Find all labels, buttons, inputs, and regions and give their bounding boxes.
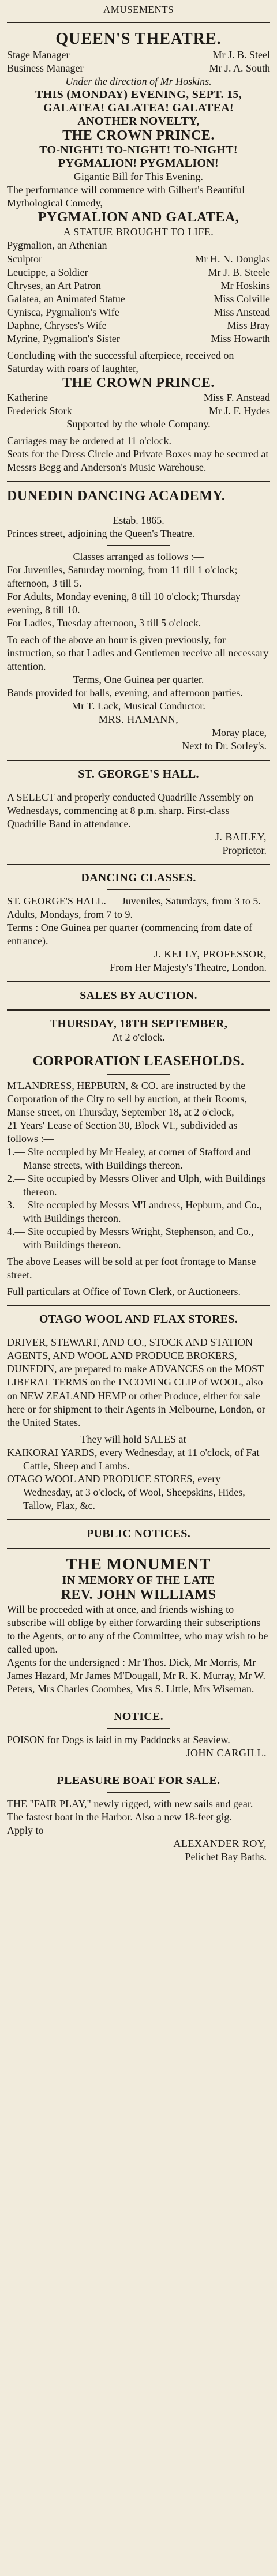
academy-signature-place: Moray place,	[212, 727, 267, 739]
classes-juveniles: For Juveniles, Saturday morning, from 11 till 1 o'clock; afternoon, 3 till 5.	[7, 564, 238, 589]
academy-signature-name: MRS. HAMANN,	[98, 714, 179, 726]
academy-established: Estab. 1865.	[113, 514, 164, 526]
monument-title: THE MONUMENT	[66, 1555, 211, 1574]
business-manager-row	[7, 62, 270, 75]
musical-conductor: Mr T. Lack, Musical Conductor.	[72, 700, 205, 712]
auction-date: THURSDAY, 18TH SEPTEMBER,	[49, 1017, 228, 1030]
cast-role: Chryses, an Art Patron	[7, 279, 101, 291]
divider	[7, 864, 270, 865]
cast-role: Frederick Stork	[7, 404, 72, 416]
boat-title: PLEASURE BOAT FOR SALE.	[57, 1774, 220, 1788]
galatea-repeat: GALATEA! GALATEA! GALATEA!	[43, 102, 234, 115]
dancing-classes-text: ST. GEORGE'S HALL. — Juveniles, Saturdays, from 3 to 5. Adults, Mondays, from 7 to 9.	[7, 895, 261, 920]
cast-role: Daphne, Chryses's Wife	[7, 319, 107, 331]
cast-actor: Miss F. Anstead	[203, 391, 270, 403]
cast-row	[7, 279, 270, 292]
divider	[7, 981, 270, 982]
bands-text: Bands provided for balls, evening, and afternoon parties.	[7, 687, 243, 699]
dancing-classes-advert	[7, 872, 270, 974]
monument-name: REV. JOHN WILLIAMS	[61, 1587, 216, 1602]
boat-signature-place: Pelichet Bay Baths.	[185, 1851, 267, 1863]
monument-advert	[7, 1556, 270, 1696]
gigantic-bill: Gigantic Bill for This Evening.	[73, 171, 204, 183]
cast-actor: Mr H. N. Douglas	[194, 253, 270, 265]
dancing-classes-title: DANCING CLASSES.	[81, 871, 196, 884]
divider	[7, 1009, 270, 1011]
hall-signature-name: J. BAILEY,	[215, 831, 267, 843]
divider	[7, 760, 270, 761]
boat-advert	[7, 1774, 270, 1864]
hall-advert	[7, 768, 270, 857]
notice-signature: JOHN CARGILL.	[186, 1747, 267, 1759]
sales-header: SALES BY AUCTION.	[80, 989, 197, 1002]
seats-text: Seats for the Dress Circle and Private Boxes may be secured at Messrs Begg and Anderson's Music Warehouse.	[7, 448, 269, 473]
auction-lease-rate: The above Leases will be sold at per foot frontage to Manse street.	[7, 1256, 256, 1281]
monument-text: Will be proceeded with at once, and friends wishing to subscribe will oblige by either forwarding their subscriptions to the Agents, or to any of the Committee, who may wish to be called upon.	[7, 1603, 268, 1655]
academy-advert	[7, 489, 270, 753]
pygmalion-and-galatea: PYGMALION AND GALATEA,	[38, 210, 239, 226]
auction-lot: 3.— Site occupied by Messrs M'Landress, Hepburn, and Co., with Buildings thereon.	[7, 1199, 262, 1225]
dancing-classes-signature-name: J. KELLY, PROFESSOR,	[154, 948, 267, 960]
cast-actor: Miss Howarth	[211, 332, 270, 344]
theatre-title: QUEEN'S THEATRE.	[55, 30, 222, 48]
divider	[7, 1305, 270, 1306]
kaikorai-yards: KAIKORAI YARDS, every Wednesday, at 11 o'clock, of Fat Cattle, Sheep and Lambs.	[7, 1446, 260, 1471]
cast-row	[7, 292, 270, 306]
auction-time: At 2 o'clock.	[112, 1031, 165, 1043]
cast-role: Leucippe, a Soldier	[7, 266, 88, 278]
theatre-date: THIS (MONDAY) EVENING, SEPT. 15,	[35, 88, 242, 102]
hall-text: A SELECT and properly conducted Quadrille Assembly on Wednesdays, commencing at 8 p.m. sharp. First-class Quadrille Band in attendance.	[7, 791, 254, 829]
business-manager-role: Business Manager	[7, 62, 84, 74]
cast-list	[7, 253, 270, 346]
cast-role: Cynisca, Pygmalion's Wife	[7, 306, 119, 318]
hour-given-text: To each of the above an hour is given previously, for instruction, so that Ladies and Gentlemen receive all necessary attention.	[7, 634, 269, 673]
academy-terms: Terms, One Guinea per quarter.	[73, 674, 204, 686]
dancing-classes-terms: Terms : One Guinea per quarter (commencing from date of entrance).	[7, 921, 253, 947]
cast-intro: Pygmalion, an Athenian	[7, 239, 107, 251]
otago-stores: OTAGO WOOL AND PRODUCE STORES, every Wednesday, at 3 o'clock, of Wool, Sheepskins, Hides, Tallow, Flax, &c.	[7, 1473, 245, 1511]
concluding-text: Concluding with the successful afterpiece, received on Saturday with roars of laughter,	[7, 349, 234, 374]
auction-lot: 1.— Site occupied by Mr Healey, at corner of Stafford and Manse streets, with Buildings thereon.	[7, 1146, 251, 1171]
boat-apply: Apply to	[7, 1824, 44, 1837]
statue-brought-to-life: A STATUE BROUGHT TO LIFE.	[63, 226, 214, 238]
otago-wool-intro: DRIVER, STEWART, AND CO., STOCK AND STATION AGENTS, AND WOOL AND PRODUCE BROKERS, DUNEDIN, are prepared to make ADVANCES on the MOST LIBERAL TERMS on the INCOMING CLIP of WOOL, also on NEW ZEALAND HEMP or other Produce, either for sale here or for shipment to their Agents in Melbourne, London, or the United States.	[7, 1336, 265, 1428]
classes-ladies: For Ladies, Tuesday afternoon, 3 till 5 o'clock.	[7, 617, 201, 629]
academy-signature-next: Next to Dr. Sorley's.	[182, 740, 267, 752]
boat-signature-name: ALEXANDER ROY,	[173, 1838, 267, 1850]
notice-text: POISON for Dogs is laid in my Paddocks at Seaview.	[7, 1734, 230, 1745]
cast-role: Katherine	[7, 391, 48, 403]
cast-actor: Mr Hoskins	[220, 279, 270, 291]
cast-row	[7, 266, 270, 279]
notice-advert	[7, 1710, 270, 1760]
supported-by: Supported by the whole Company.	[66, 418, 211, 430]
theatre-top-label: AMUSEMENTS	[103, 4, 174, 15]
crown-prince-repeat: THE CROWN PRINCE.	[62, 375, 215, 390]
auction-advert	[7, 1017, 270, 1299]
cast-role: Sculptor	[7, 253, 42, 265]
stage-manager-role: Stage Manager	[7, 49, 70, 61]
stage-manager-row	[7, 48, 270, 62]
auction-lot: 2.— Site occupied by Messrs Oliver and Ulph, with Buildings thereon.	[7, 1173, 266, 1198]
divider	[7, 22, 270, 23]
cast-row	[7, 404, 270, 418]
cast-row	[7, 253, 270, 266]
cast-actor: Mr J. B. Steele	[208, 266, 270, 278]
classes-adults: For Adults, Monday evening, 8 till 10 o'clock; Thursday evening, 8 till 10.	[7, 591, 241, 616]
academy-title: DUNEDIN DANCING ACADEMY.	[7, 488, 226, 504]
another-novelty: ANOTHER NOVELTY,	[77, 115, 200, 128]
stage-manager-name: Mr J. B. Steel	[212, 49, 270, 61]
cast-actor: Miss Colville	[214, 292, 270, 305]
cast-row	[7, 332, 270, 346]
divider	[7, 481, 270, 482]
cast-role: Galatea, an Animated Statue	[7, 292, 125, 305]
hall-title: ST. GEORGE'S HALL.	[78, 767, 199, 780]
auction-leases-intro: 21 Years' Lease of Section 30, Block VI., subdivided as follows :—	[7, 1119, 238, 1144]
otago-wool-advert	[7, 1313, 270, 1512]
cast-actor: Mr J. F. Hydes	[208, 404, 270, 416]
hall-signature-title: Proprietor.	[222, 844, 267, 856]
auction-particulars: Full particulars at Office of Town Clerk, or Auctioneers.	[7, 1286, 241, 1298]
tonight-repeat: TO-NIGHT! TO-NIGHT! TO-NIGHT!	[39, 144, 238, 157]
cast-actor: Miss Bray	[227, 319, 270, 331]
dancing-classes-signature-from: From Her Majesty's Theatre, London.	[110, 961, 267, 973]
business-manager-name: Mr J. A. South	[209, 62, 270, 74]
cast-row	[7, 306, 270, 319]
public-notices-header: PUBLIC NOTICES.	[86, 1527, 191, 1540]
theatre-advert	[7, 3, 270, 474]
academy-address: Princes street, adjoining the Queen's Theatre.	[7, 528, 195, 539]
auction-lot: 4.— Site occupied by Messrs Wright, Stephenson, and Co., with Buildings thereon.	[7, 1226, 254, 1251]
boat-text: THE "FAIR PLAY," newly rigged, with new sails and gear. The fastest boat in the Harbor. Also a new 18-feet gig.	[7, 1798, 253, 1823]
auction-title: CORPORATION LEASEHOLDS.	[32, 1053, 245, 1069]
cast-row	[7, 319, 270, 332]
cast-actor: Miss Anstead	[214, 306, 270, 318]
monument-committee: Agents for the undersigned : Mr Thos. Dick, Mr Morris, Mr James Hazard, Mr James M'Dougall, Mr R. K. Murray, Mr W. Peters, Mrs Charles Coombes, Mrs S. Little, Mrs Wiseman.	[7, 1656, 266, 1695]
crown-prince-title: THE CROWN PRINCE.	[62, 128, 215, 144]
carriages-text: Carriages may be ordered at 11 o'clock.	[7, 434, 171, 446]
otago-wool-title: OTAGO WOOL AND FLAX STORES.	[39, 1313, 238, 1326]
auction-intro: M'LANDRESS, HEPBURN, & CO. are instructed by the Corporation of the City to sell by auction, at their Rooms, Manse street, on Thursday, September 18, at 2 o'clock,	[7, 1079, 247, 1118]
pygmalion-repeat: PYGMALION! PYGMALION!	[58, 157, 219, 170]
under-direction: Under the direction of Mr Hoskins.	[65, 76, 212, 88]
cast-role: Myrine, Pygmalion's Sister	[7, 332, 120, 344]
divider	[7, 1548, 270, 1549]
otago-wool-sales-intro: They will hold SALES at—	[80, 1433, 197, 1445]
divider	[7, 1519, 270, 1520]
classes-intro: Classes arranged as follows :—	[73, 551, 204, 563]
notice-title: NOTICE.	[113, 1710, 163, 1723]
monument-memory: IN MEMORY OF THE LATE	[62, 1574, 215, 1587]
cast-row	[7, 391, 270, 404]
commence-text: The performance will commence with Gilbert's Beautiful Mythological Comedy,	[7, 184, 245, 209]
